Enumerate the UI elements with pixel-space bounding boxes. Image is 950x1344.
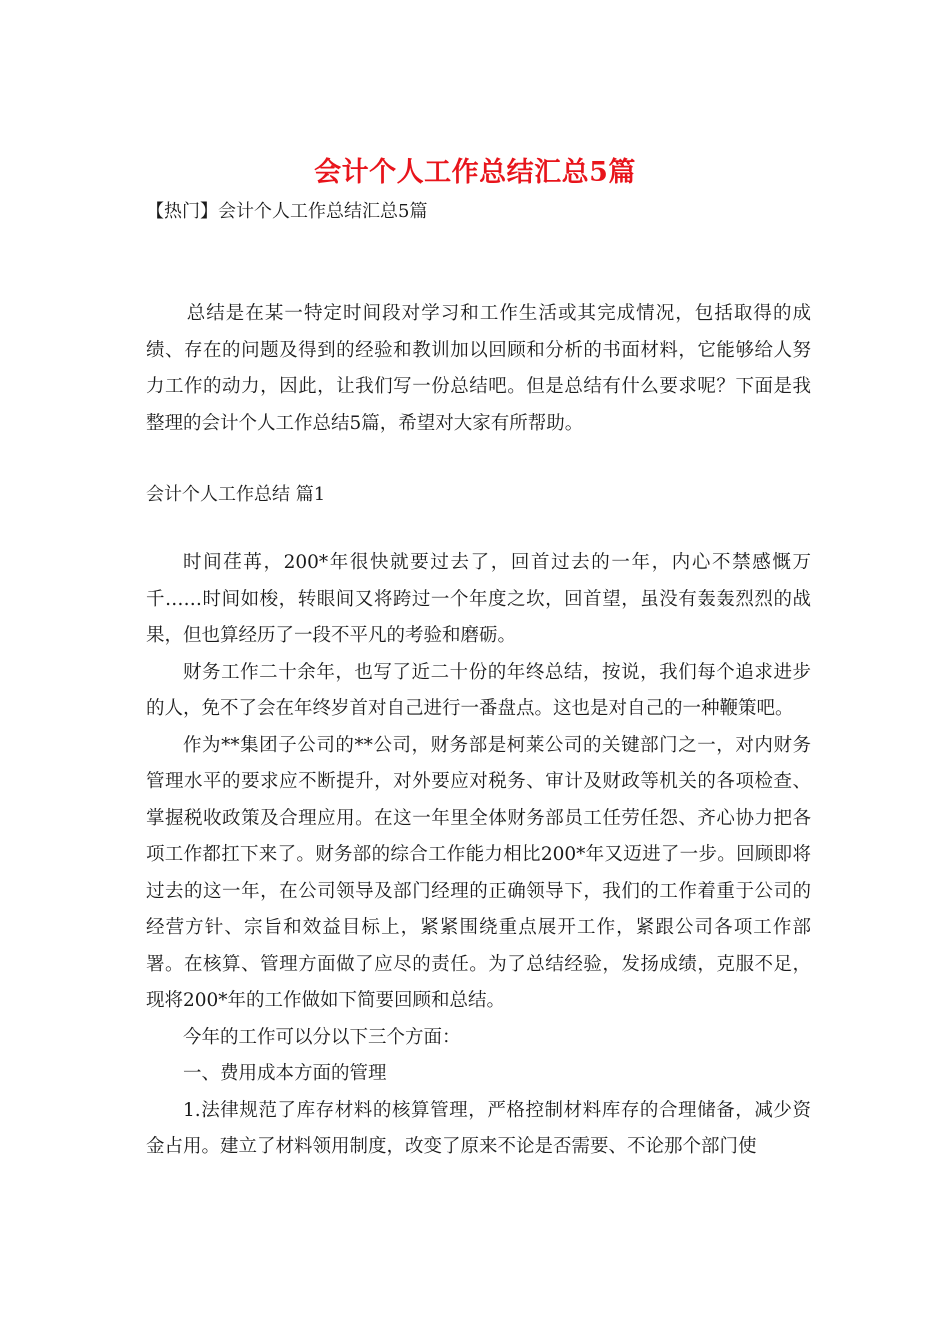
intro-paragraph: 总结是在某一特定时间段对学习和工作生活或其完成情况，包括取得的成绩、存在的问题及得到的经验和教训加以回顾和分析的书面材料，它能够给人努力工作的动力，因此，让我们写一份总结吧。但是总结有什么要求呢？下面是我整理的会计个人工作总结5篇，希望对大家有所帮助。 [146, 303, 811, 434]
body-paragraph: 作为**集团子公司的**公司，财务部是柯莱公司的关键部门之一，对内财务管理水平的要求应不断提升，对外要应对税务、审计及财政等机关的各项检查、掌握税收政策及合理应用。在这一年里全体财务部员工任劳任怨、齐心协力把各项工作都扛下来了。财务部的综合工作能力相比200*年又迈进了一步。回顾即将过去的这一年，在公司领导及部门经理的正确领导下，我们的工作着重于公司的经营方针、宗旨和效益目标上，紧紧围绕重点展开工作，紧跟公司各项工作部署。在核算、管理方面做了应尽的责任。为了总结经验，发扬成绩，克服不足，现将200*年的工作做如下简要回顾和总结。 [146, 734, 811, 1011]
body-paragraph: 1.法律规范了库存材料的核算管理，严格控制材料库存的合理储备，减少资金占用。建立了材料领用制度，改变了原来不论是否需要、不论那个部门使 [146, 1099, 811, 1157]
body-paragraph: 财务工作二十余年，也写了近二十份的年终总结，按说，我们每个追求进步的人，免不了会在年终岁首对自己进行一番盘点。这也是对自己的一种鞭策吧。 [146, 661, 811, 719]
body-paragraph: 一、费用成本方面的管理 [183, 1063, 387, 1084]
body-paragraph: 时间荏苒，200*年很快就要过去了，回首过去的一年，内心不禁感慨万千……时间如梭，转眼间又将跨过一个年度之坎，回首望，虽没有轰轰烈烈的战果，但也算经历了一段不平凡的考验和磨砺。 [146, 552, 811, 646]
section-heading: 会计个人工作总结 篇1 [146, 484, 326, 505]
document-title: 会计个人工作总结汇总5篇 [314, 157, 636, 188]
body-paragraph: 今年的工作可以分以下三个方面： [183, 1026, 461, 1048]
body-text [146, 545, 811, 1166]
intro-block [146, 296, 811, 442]
document-subtitle: 【热门】会计个人工作总结汇总5篇 [146, 201, 428, 222]
